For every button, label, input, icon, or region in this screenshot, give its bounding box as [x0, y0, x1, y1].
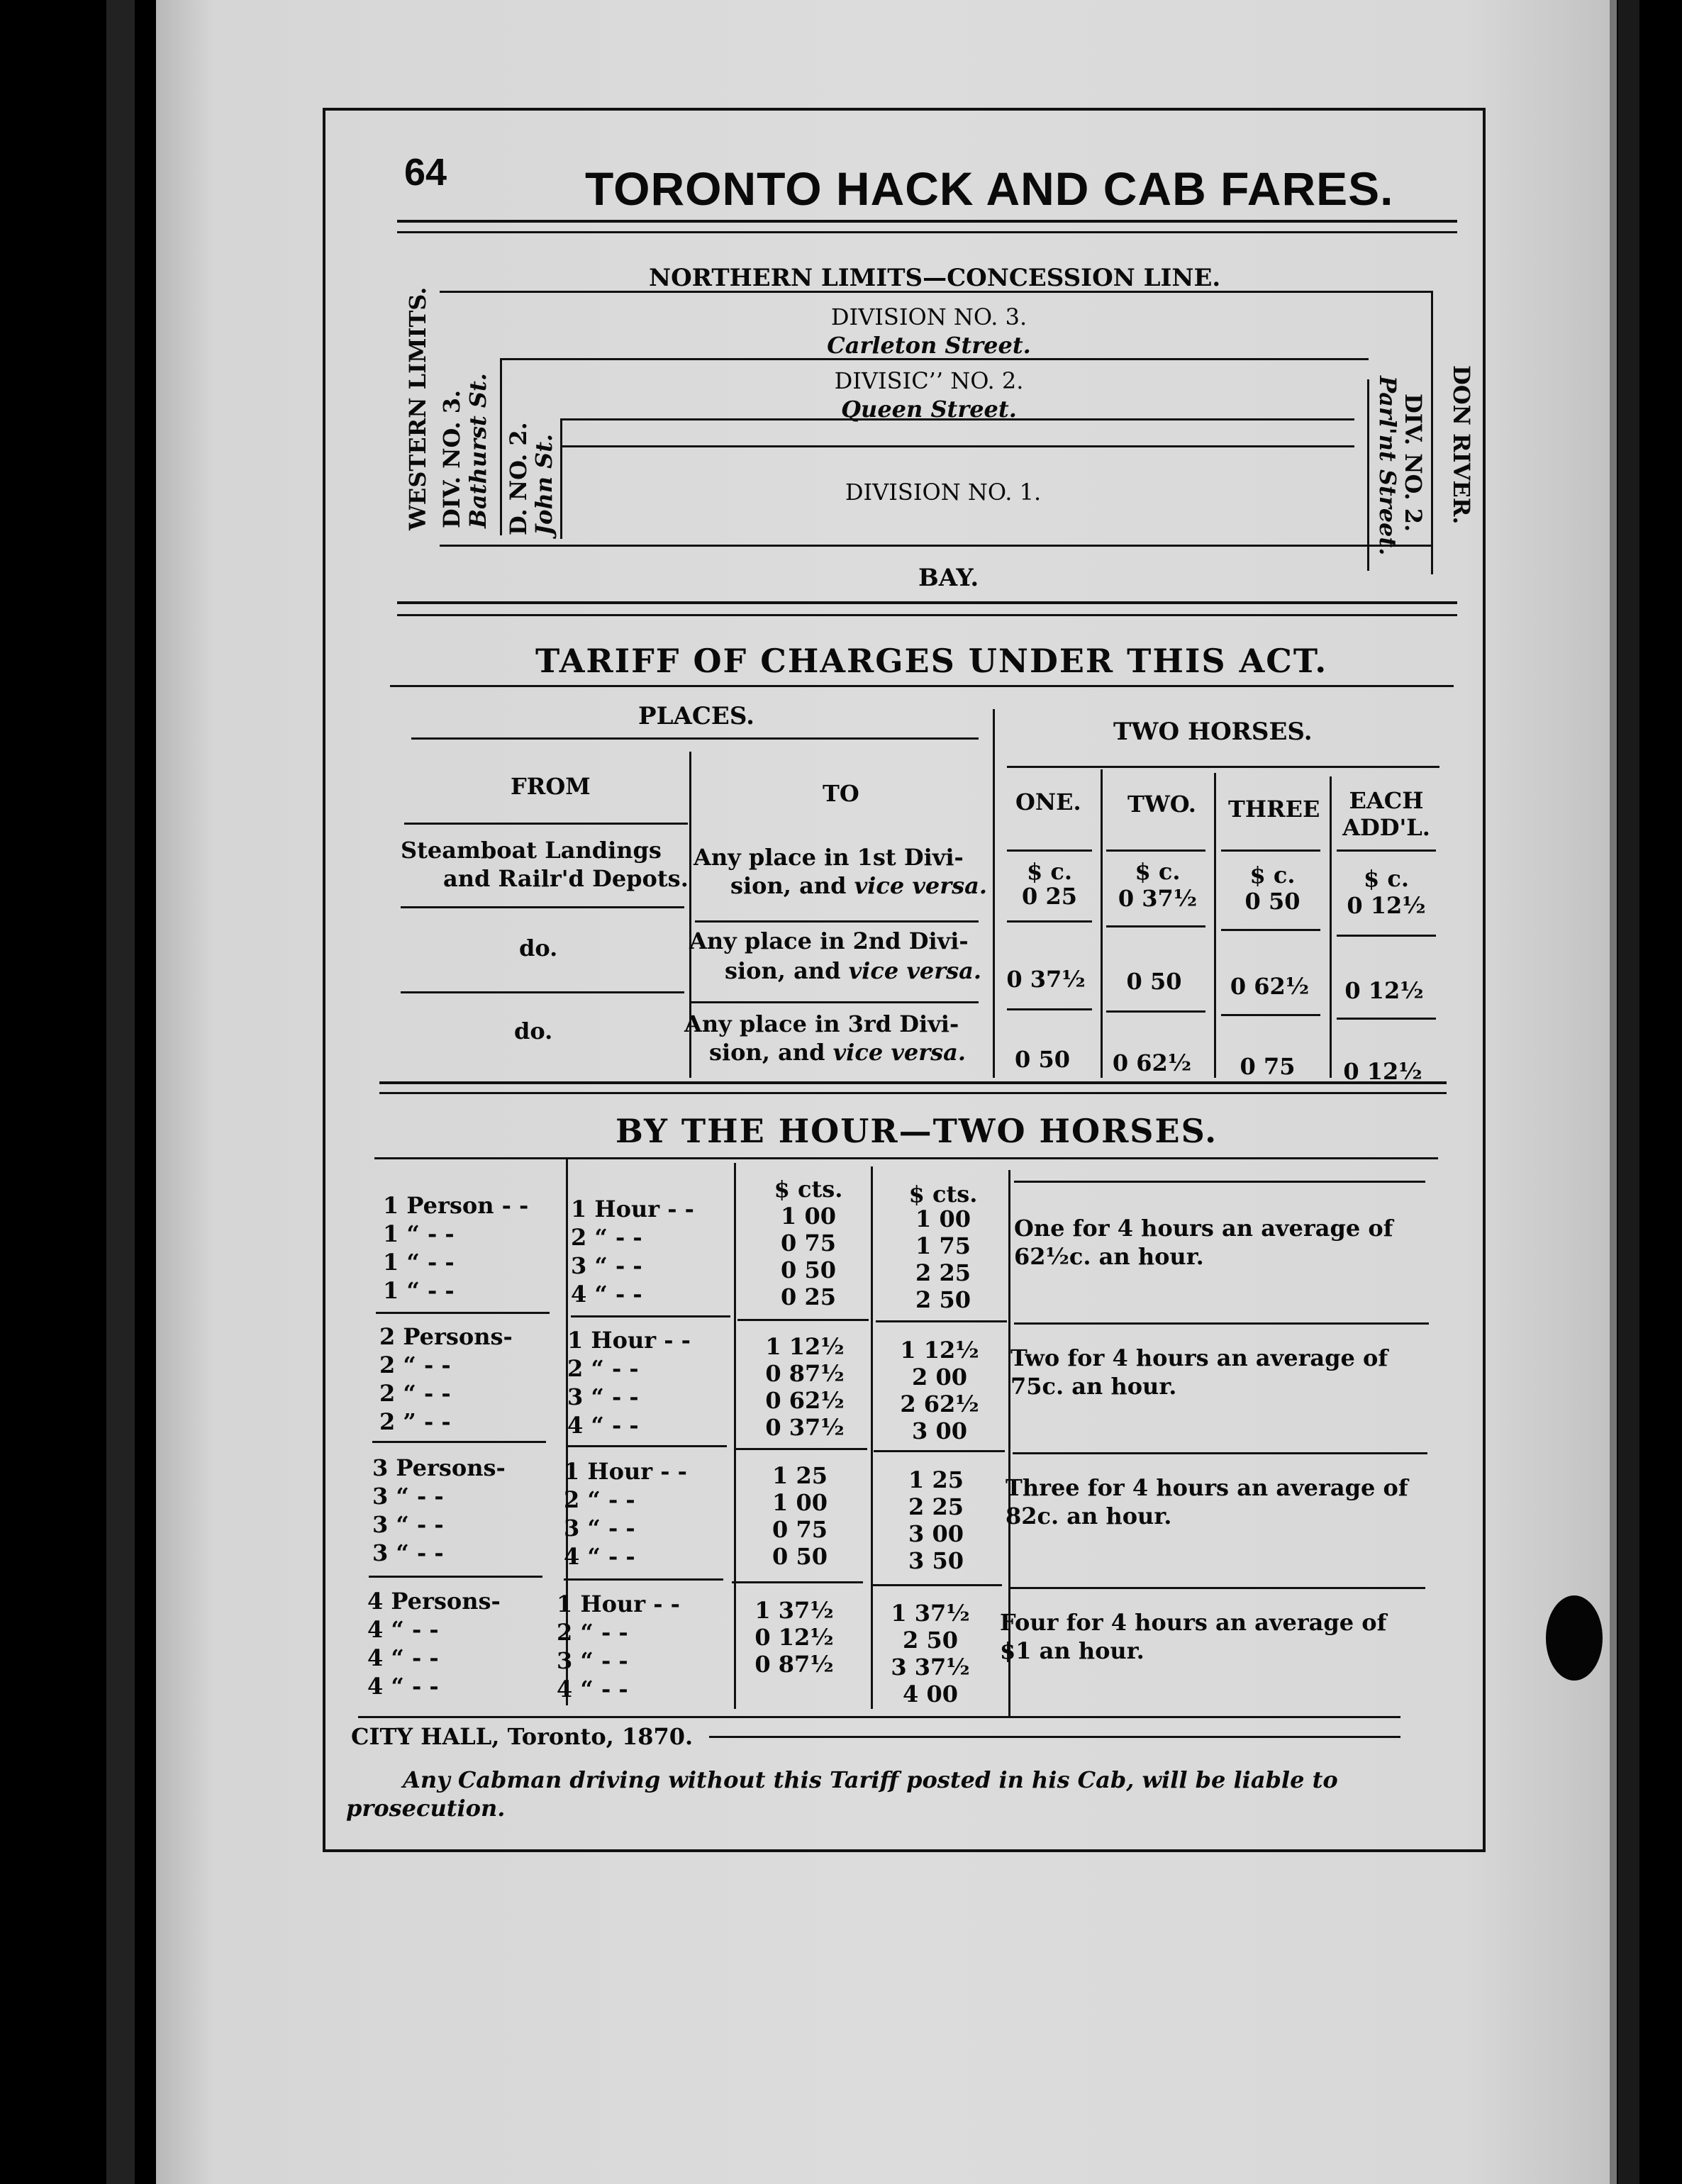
tariff-divider-one-two [1101, 769, 1103, 1078]
hourly-g3-rate-a-1: 1 25 [772, 1462, 828, 1489]
hourly-g3-rule-note [1010, 1587, 1425, 1589]
tariff-row3-one: 0 50 [1015, 1046, 1070, 1073]
hourly-g3-rate-a [743, 1462, 857, 1570]
hourly-g1-rule-hours [571, 1315, 730, 1317]
hourly-g2-rule-note [1013, 1452, 1427, 1454]
tariff-row2-rule-two [1106, 1010, 1205, 1013]
hourly-g1-rule-rate-b [876, 1320, 1007, 1322]
tariff-row1-rule-one [1007, 920, 1092, 923]
tariff-row2-rule-from [401, 991, 684, 993]
hourly-g1-person-4: 1 “ - - [383, 1277, 455, 1304]
tariff-row3-to-2: sion, and vice versa. [709, 1039, 967, 1066]
hourly-g1-rate-b [886, 1205, 1000, 1313]
hourly-g3-rate-a-4: 0 50 [772, 1543, 828, 1570]
tariff-row1-unit-each: $ c. [1363, 865, 1410, 892]
tariff-row3-each: 0 12½ [1343, 1058, 1422, 1085]
hourly-g2-rate-b-3: 2 62½ [900, 1391, 979, 1417]
hourly-unit-a: $ cts. [774, 1176, 843, 1203]
hourly-g2-hour-3: 3 “ - - [567, 1383, 639, 1410]
hourly-g2-hour-2: 2 “ - - [567, 1355, 639, 1382]
header-rule-1 [397, 220, 1457, 223]
tariff-row1-unit-two: $ c. [1135, 858, 1181, 885]
tariff-places: PLACES. [638, 702, 755, 730]
tariff-row2-rule-three [1221, 1014, 1320, 1016]
hourly-g3-hours [564, 1457, 723, 1571]
tariff-row2-from: do. [519, 935, 558, 962]
hourly-g2-rate-a-3: 0 62½ [765, 1387, 845, 1414]
hourly-g3-rule-rate-b [871, 1584, 1002, 1586]
map-right-div2: DIV. NO. 2. [1400, 394, 1427, 533]
tariff-rule-top [390, 685, 1454, 687]
hourly-g3-rate-a-2: 1 00 [772, 1489, 828, 1516]
hourly-g4-rate-b-1: 1 37½ [891, 1600, 970, 1627]
hourly-g3-rate-b-2: 2 25 [908, 1493, 964, 1520]
map-line-div1 [560, 445, 1354, 447]
tariff-each-underline [1337, 849, 1436, 852]
tariff-from: FROM [511, 773, 591, 800]
tariff-col-one: ONE. [1015, 789, 1081, 815]
tariff-row1-unit-three: $ c. [1249, 862, 1296, 888]
hourly-g3-person-4: 3 “ - - [372, 1539, 444, 1566]
tariff-row1-one: 0 25 [1022, 883, 1077, 910]
hourly-g4-hours [557, 1590, 716, 1703]
tariff-row1-rule-three [1221, 929, 1320, 931]
hourly-g4-rate-a [737, 1597, 851, 1678]
hourly-g2-rate-b [883, 1337, 996, 1444]
tariff-rule-bottom-1 [379, 1081, 1447, 1084]
hourly-divider-ratea-rateb [871, 1166, 873, 1709]
tariff-divider-two-three [1214, 773, 1216, 1078]
map-western-limits: WESTERN LIMITS. [404, 286, 431, 530]
hourly-g2-rule-rate-a [736, 1448, 867, 1450]
tariff-row3-from: do. [514, 1018, 553, 1044]
hourly-g1-rule-persons [376, 1312, 550, 1314]
hourly-g1-rate-b-2: 1 75 [915, 1232, 971, 1259]
hourly-g4-rate-a-1: 1 37½ [754, 1597, 834, 1624]
hourly-g2-rate-b-2: 2 00 [912, 1364, 967, 1391]
tariff-row1-two: 0 37½ [1118, 885, 1198, 912]
hourly-g1-person-2: 1 “ - - [383, 1220, 455, 1247]
map-right-div2-street: Parl'nt Street. [1374, 376, 1401, 556]
hourly-g3-hour-1: 1 Hour - - [564, 1458, 687, 1485]
tariff-divider-places [993, 709, 995, 1078]
footer-notice: Any Cabman driving without this Tariff posted in his Cab, will be liable to prosecution. [346, 1766, 1338, 1822]
tariff-divider-three-each [1330, 776, 1332, 1078]
hourly-g2-hour-1: 1 Hour - - [567, 1327, 691, 1354]
hourly-g4-hour-4: 4 “ - - [557, 1676, 628, 1703]
tariff-row3-two: 0 62½ [1112, 1049, 1192, 1076]
tariff-from-underline [404, 823, 688, 825]
tariff-row2-to-1: Any place in 2nd Divi- [689, 927, 969, 954]
map-rule-2 [397, 614, 1457, 616]
hourly-g2-rule-hours [567, 1445, 727, 1447]
map-left-edge-div1 [560, 418, 562, 539]
hourly-g2-note: Two for 4 hours an average of 75c. an hour. [1010, 1344, 1388, 1400]
hourly-g3-rule-hours [564, 1578, 723, 1581]
hourly-g2-person-4: 2 ” - - [379, 1408, 451, 1435]
tariff-to: TO [823, 780, 859, 807]
hourly-g4-person-4: 4 “ - - [367, 1673, 439, 1700]
hourly-g1-rate-a-4: 0 25 [781, 1283, 836, 1310]
map-line-bay [440, 545, 1432, 547]
hourly-g4-rate-a-3: 0 87½ [754, 1651, 834, 1678]
map-line-div2 [500, 358, 1369, 360]
hourly-g1-rate-a-3: 0 50 [781, 1257, 836, 1283]
tariff-col-each-2: ADD'L. [1342, 814, 1430, 841]
tariff-col-two: TWO. [1127, 791, 1196, 818]
tariff-row1-rule-to [695, 920, 979, 923]
hourly-g1-rate-b-3: 2 25 [915, 1259, 971, 1286]
map-right-edge-div3 [1431, 291, 1433, 574]
map-don-river: DON RIVER. [1448, 365, 1475, 525]
tariff-row1-from-2: and Railr'd Depots. [443, 865, 689, 892]
tariff-row2-three: 0 62½ [1230, 973, 1310, 1000]
map-line-div3 [440, 291, 1432, 293]
hourly-note-top-rule [1014, 1181, 1425, 1183]
hourly-g1-rule-note [1014, 1322, 1429, 1325]
tariff-row1-from-1: Steamboat Landings [401, 837, 662, 864]
hourly-g3-note: Three for 4 hours an average of 82c. an hour. [1006, 1474, 1408, 1530]
hourly-g4-hour-2: 2 “ - - [557, 1619, 628, 1646]
header-rule-2 [397, 231, 1457, 233]
hourly-g3-rate-a-3: 0 75 [772, 1516, 828, 1543]
tariff-row1-unit-one: $ c. [1026, 858, 1073, 885]
hourly-g1-hour-2: 2 “ - - [571, 1224, 642, 1251]
hourly-g2-rule-rate-b [874, 1450, 1005, 1452]
hourly-g4-hour-1: 1 Hour - - [557, 1590, 680, 1617]
footer-city-hall: CITY HALL, Toronto, 1870. [351, 1723, 694, 1750]
hourly-divider-hours-ratea [734, 1163, 736, 1709]
hourly-g1-hour-1: 1 Hour - - [571, 1196, 694, 1222]
hourly-g1-hours [571, 1195, 730, 1308]
hourly-g3-rule-rate-a [732, 1581, 863, 1583]
tariff-one-underline [1007, 849, 1092, 852]
hourly-g1-rule-rate-a [737, 1319, 869, 1321]
hourly-g4-rate-b-4: 4 00 [903, 1681, 958, 1707]
tariff-row1-three: 0 50 [1244, 888, 1301, 915]
hourly-g4-note: Four for 4 hours an average of $1 an hour. [1000, 1609, 1387, 1664]
book-cover-right [1618, 0, 1639, 2184]
hourly-title: BY THE HOUR—TWO HORSES. [616, 1112, 1218, 1150]
hourly-g2-person-1: 2 Persons- [379, 1323, 513, 1350]
hourly-g1-person-1: 1 Person - - [383, 1192, 529, 1219]
hourly-g4-rate-b [874, 1600, 987, 1707]
tariff-two-underline [1106, 849, 1205, 852]
hourly-g2-rate-a-2: 0 87½ [765, 1360, 845, 1387]
tariff-row1-rule-two [1106, 925, 1205, 927]
hourly-g3-rate-b-4: 3 50 [908, 1547, 964, 1574]
hourly-g2-person-3: 2 “ - - [379, 1380, 451, 1407]
hourly-g3-rate-b [879, 1466, 993, 1574]
tariff-row1-to-2: sion, and vice versa. [730, 872, 988, 899]
hourly-g4-person-1: 4 Persons- [367, 1588, 501, 1615]
hourly-g3-rule-persons [369, 1576, 542, 1578]
map-rule-1 [397, 601, 1457, 604]
hourly-g4-persons [367, 1587, 548, 1700]
page-edge-right [1610, 0, 1617, 2184]
tariff-rule-bottom-2 [379, 1092, 1447, 1094]
hourly-g4-rate-b-3: 3 37½ [891, 1654, 970, 1681]
tariff-row2-rule-one [1007, 1008, 1092, 1010]
map-left-div3: DIV. NO. 3. [438, 389, 465, 528]
tariff-col-each-1: EACH [1349, 787, 1424, 814]
hourly-g1-rate-a [752, 1203, 865, 1310]
hourly-g1-hour-3: 3 “ - - [571, 1252, 642, 1279]
hourly-g1-person-3: 1 “ - - [383, 1249, 455, 1276]
tariff-row2-one: 0 37½ [1006, 966, 1086, 993]
hourly-g1-rate-a-1: 1 00 [781, 1203, 836, 1230]
hourly-g4-rate-a-2: 0 12½ [754, 1624, 834, 1651]
tariff-row2-rule-to [691, 1001, 979, 1003]
hourly-g3-person-3: 3 “ - - [372, 1511, 444, 1538]
tariff-row2-rule-each [1337, 1018, 1436, 1020]
map-left-div2: D. NO. 2. [505, 422, 532, 535]
hourly-g3-rate-b-1: 1 25 [908, 1466, 964, 1493]
hourly-g4-person-2: 4 “ - - [367, 1616, 439, 1643]
tariff-row1-each: 0 12½ [1347, 892, 1426, 919]
map-div3-name: DIVISION NO. 3. [830, 303, 1027, 330]
tariff-three-underline [1221, 849, 1320, 852]
hourly-g1-hour-4: 4 “ - - [571, 1281, 642, 1308]
hourly-g4-hour-3: 3 “ - - [557, 1647, 628, 1674]
hourly-g2-hour-4: 4 “ - - [567, 1412, 639, 1439]
hourly-g2-rule-persons [372, 1441, 546, 1443]
hourly-g1-rate-b-1: 1 00 [915, 1205, 971, 1232]
binding-hole [1546, 1595, 1603, 1681]
tariff-row3-to-1: Any place in 3rd Divi- [684, 1010, 959, 1037]
hourly-unit-b: $ cts. [908, 1181, 978, 1208]
hourly-g2-rate-a-1: 1 12½ [765, 1333, 845, 1360]
map-left-edge-div2 [500, 358, 502, 535]
map-div2-street: Queen Street. [841, 396, 1017, 423]
footer-rule [709, 1736, 1400, 1738]
hourly-g4-rate-b-2: 2 50 [903, 1627, 958, 1654]
hourly-g3-hour-4: 4 “ - - [564, 1543, 635, 1570]
hourly-g3-hour-3: 3 “ - - [564, 1515, 635, 1542]
hourly-g3-person-1: 3 Persons- [372, 1454, 506, 1481]
hourly-g3-person-2: 3 “ - - [372, 1483, 444, 1510]
map-line-div1-top [560, 418, 1354, 420]
map-div1-name: DIVISION NO. 1. [845, 479, 1042, 506]
book-spine-left [106, 0, 135, 2184]
tariff-row3-three: 0 75 [1240, 1053, 1296, 1080]
map-northern-limits: NORTHERN LIMITS—CONCESSION LINE. [649, 264, 1221, 292]
map-div2-name: DIVISIC’’ NO. 2. [834, 367, 1024, 394]
tariff-col-three: THREE [1228, 796, 1320, 823]
hourly-g1-persons [383, 1191, 564, 1305]
tariff-title: TARIFF OF CHARGES UNDER THIS ACT. [535, 642, 1328, 680]
hourly-g2-persons [379, 1322, 560, 1436]
hourly-g2-rate-b-4: 3 00 [912, 1417, 967, 1444]
map-bay: BAY. [918, 564, 979, 592]
tariff-row2-each: 0 12½ [1344, 977, 1424, 1004]
hourly-g2-rate-b-1: 1 12½ [900, 1337, 979, 1364]
hourly-rule-top [374, 1157, 1438, 1159]
tariff-row2-two: 0 50 [1126, 968, 1182, 995]
hourly-g1-rate-a-2: 0 75 [781, 1230, 836, 1257]
hourly-g3-hour-2: 2 “ - - [564, 1486, 635, 1513]
map-left-div3-street: Bathurst St. [464, 373, 491, 528]
map-right-edge-div2 [1367, 379, 1369, 571]
map-div3-street: Carleton Street. [827, 332, 1031, 359]
hourly-g1-rate-b-4: 2 50 [915, 1286, 971, 1313]
hourly-g1-note: One for 4 hours an average of 62½c. an hour. [1014, 1215, 1393, 1270]
hourly-g2-hours [567, 1326, 727, 1439]
hourly-g4-person-3: 4 “ - - [367, 1644, 439, 1671]
tariff-places-underline [411, 737, 979, 740]
page-title: TORONTO HACK AND CAB FARES. [585, 162, 1394, 215]
map-left-div2-street: John St. [530, 433, 557, 535]
page-number: 64 [404, 151, 447, 194]
hourly-g3-persons [372, 1454, 553, 1567]
tariff-two-horses: TWO HORSES. [1113, 718, 1313, 746]
tariff-horses-underline [1007, 766, 1439, 768]
tariff-row1-rule-from [401, 906, 684, 908]
tariff-row1-rule-each [1337, 935, 1436, 937]
hourly-g3-rate-b-3: 3 00 [908, 1520, 964, 1547]
hourly-rule-bottom [358, 1716, 1400, 1718]
tariff-row2-to-2: sion, and vice versa. [725, 957, 982, 984]
tariff-row1-to-1: Any place in 1st Divi- [694, 844, 964, 871]
hourly-g2-rate-a [748, 1333, 862, 1441]
hourly-g2-rate-a-4: 0 37½ [765, 1414, 845, 1441]
hourly-g2-person-2: 2 “ - - [379, 1352, 451, 1378]
